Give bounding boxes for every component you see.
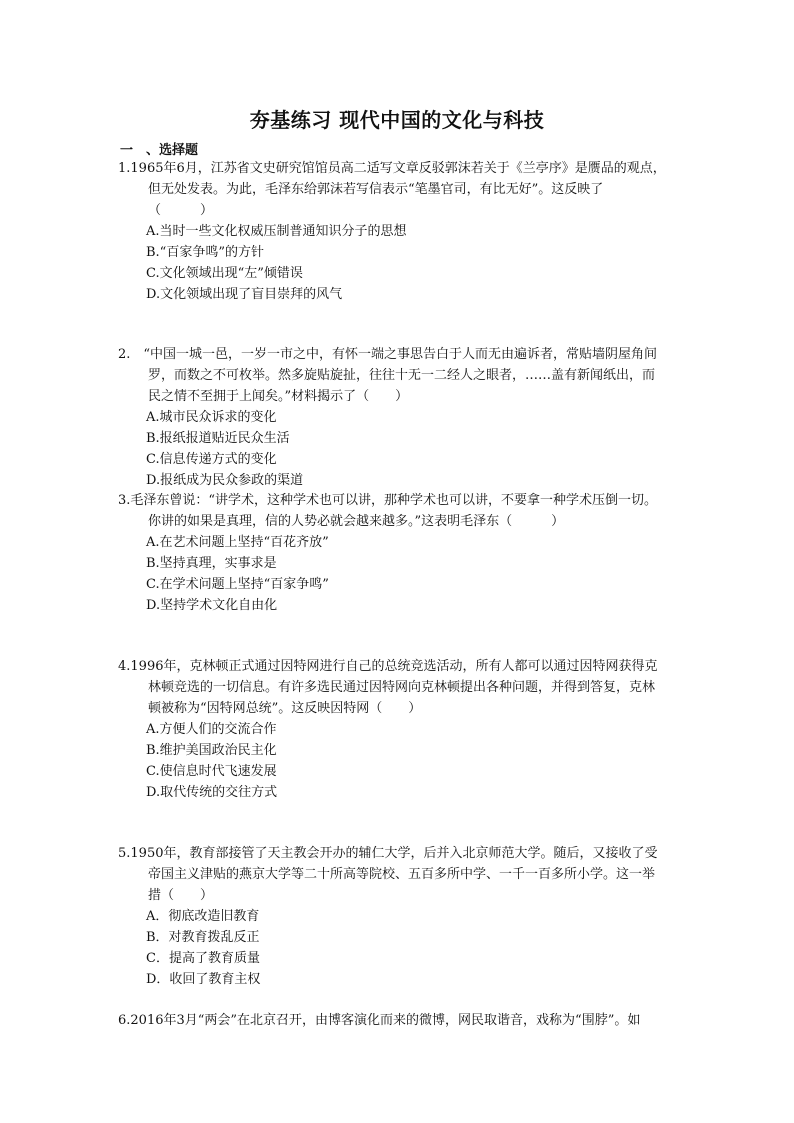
question-5-option-a: A．彻底改造旧教育 [146, 909, 260, 924]
question-4-option-c: C.使信息时代飞速发展 [146, 764, 277, 779]
question-6-line-1: 6.2016年3月“两会”在北京召开，由博客演化而来的微博，网民取谐音，戏称为“围脖”。如 [118, 1013, 641, 1028]
question-4-option-b: B.维护美国政治民主化 [146, 743, 277, 758]
question-2-line-2: 罗，而数之不可枚举。然多旋贴旋扯，往往十无一二经人之眼者，……盖有新闻纸出，而 [148, 368, 656, 383]
question-1-line-1: 1.1965年6月，江苏省文史研究馆馆员高二适写文章反驳郭沫若关于《兰亭序》是赝品的观点， [118, 161, 666, 176]
question-2-option-c: C.信息传递方式的变化 [146, 452, 277, 467]
question-3-line-1: 3.毛泽东曾说：“讲学术，这种学术也可以讲，那种学术也可以讲，不要拿一种学术压倒一切。 [118, 493, 658, 508]
question-4 [118, 656, 708, 803]
question-5-option-d: D．收回了教育主权 [146, 972, 261, 987]
question-3-line-2: 你讲的如果是真理，信的人势必就会越来越多。”这表明毛泽东（ ） [148, 514, 565, 529]
question-2-option-a: A.城市民众诉求的变化 [146, 410, 277, 425]
question-2 [118, 344, 708, 491]
question-5 [118, 843, 708, 990]
question-3-option-d: D.坚持学术文化自由化 [146, 598, 278, 613]
question-2-line-3: 民之情不至拥于上闻矣。”材料揭示了（ ） [148, 389, 409, 404]
question-1-option-c: C.文化领域出现“左”倾错误 [146, 266, 303, 281]
question-4-line-2: 林顿竞选的一切信息。有许多选民通过因特网向克林顿提出各种问题，并得到答复，克林 [148, 680, 656, 695]
question-2-option-b: B.报纸报道贴近民众生活 [146, 431, 290, 446]
question-4-option-d: D.取代传统的交往方式 [146, 785, 278, 800]
page-title: 夯基练习 现代中国的文化与科技 [249, 108, 545, 132]
question-3-option-c: C.在学术问题上坚持“百家争鸣” [146, 577, 329, 592]
question-1-option-d: D.文化领域出现了盲目崇拜的风气 [146, 287, 343, 302]
section-heading: 一 、选择题 [120, 143, 199, 158]
question-3-option-b: B.坚持真理，实事求是 [146, 556, 277, 571]
question-1-option-b: B.“百家争鸣”的方针 [146, 245, 264, 260]
question-1-line-2: 但无处发表。为此，毛泽东给郭沫若写信表示“笔墨官司，有比无好”。这反映了 [148, 182, 604, 197]
question-1-line-3: （ ） [148, 203, 214, 218]
question-2-line-1: 2. “中国一城一邑，一岁一市之中，有怀一端之事思告白于人而无由遍诉者，常贴墙阴屋角间 [118, 347, 658, 362]
question-5-option-c: C．提高了教育质量 [146, 951, 260, 966]
question-3-option-a: A.在艺术问题上坚持“百花齐放” [146, 535, 329, 550]
question-5-line-3: 措（ ） [148, 888, 214, 903]
question-4-option-a: A.方便人们的交流合作 [146, 722, 277, 737]
question-5-option-b: B．对教育拨乱反正 [146, 930, 260, 945]
question-5-line-2: 帝国主义津贴的燕京大学等二十所高等院校、五百多所中学、一千一百多所小学。这一举 [148, 867, 656, 882]
question-5-line-1: 5.1950年，教育部接管了天主教会开办的辅仁大学，后并入北京师范大学。随后，又接收了受 [118, 846, 658, 861]
question-1 [118, 158, 708, 305]
question-1-option-a: A.当时一些文化权威压制普通知识分子的思想 [146, 224, 407, 239]
question-3 [118, 490, 708, 616]
question-6 [118, 1010, 708, 1031]
question-4-line-1: 4.1996年，克林顿正式通过因特网进行自己的总统竞选活动，所有人都可以通过因特网获得克 [118, 659, 658, 674]
question-2-option-d: D.报纸成为民众参政的渠道 [146, 473, 304, 488]
question-4-line-3: 顿被称为“因特网总统”。这反映因特网（ ） [148, 701, 422, 716]
